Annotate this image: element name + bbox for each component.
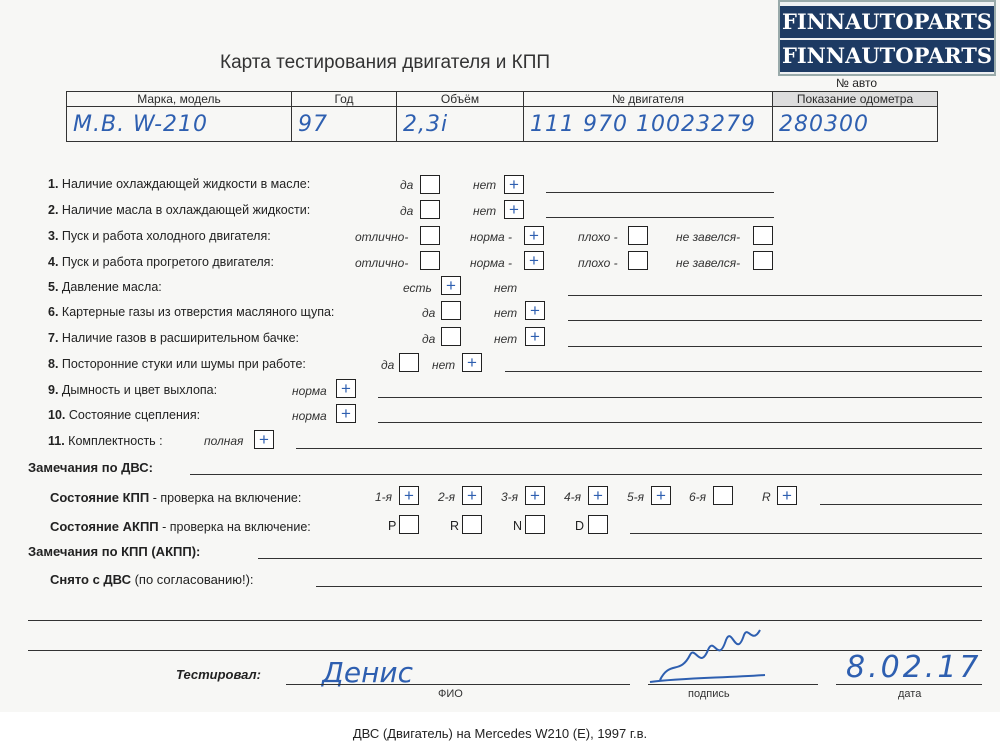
test-date[interactable]: 8.02.17: [846, 650, 982, 685]
kpp-gear-4-label: 4-я: [564, 490, 582, 504]
kpp-gear-6-checkbox[interactable]: [713, 486, 733, 505]
value-year[interactable]: 97: [292, 107, 397, 142]
brand-logo: [778, 0, 996, 76]
image-caption: ДВС (Двигатель) на Mercedes W210 (E), 1997 г.в.: [352, 726, 648, 741]
col-engine-number: № двигателя: [524, 92, 773, 107]
q9-note-line: [378, 397, 982, 398]
q3-opt-bad: плохо -: [578, 230, 618, 244]
q4-excellent-checkbox[interactable]: [420, 251, 440, 270]
kpp-gear-3-checkbox[interactable]: +: [525, 486, 545, 505]
value-model[interactable]: M.B. W-210: [67, 107, 292, 142]
fio-line: [286, 684, 630, 685]
q2-yes-checkbox[interactable]: [420, 200, 440, 219]
q6-note-line: [568, 320, 982, 321]
q11-opt-full: полная: [204, 434, 244, 448]
signature-label: подпись: [688, 688, 730, 700]
blank-line-2[interactable]: [28, 650, 982, 651]
q8-yes-checkbox[interactable]: [399, 353, 419, 372]
remarks-dvs-line[interactable]: [190, 474, 982, 475]
akpp-gear-p-label: P: [388, 519, 397, 533]
q11-full-checkbox[interactable]: +: [254, 430, 274, 449]
q10-normal-checkbox[interactable]: +: [336, 404, 356, 423]
q5-note-line: [568, 295, 982, 296]
value-engine-number[interactable]: 111 970 10023279: [524, 107, 773, 142]
q5-opt-no: нет: [494, 281, 518, 295]
remarks-kpp-line[interactable]: [258, 558, 982, 559]
tester-name[interactable]: Денис: [322, 656, 413, 689]
q7-note-line: [568, 346, 982, 347]
kpp-gear-r-label: R: [762, 490, 771, 504]
tested-by-label: Тестировал:: [176, 667, 261, 682]
kpp-gear-r-checkbox[interactable]: +: [777, 486, 797, 505]
col-odometer: Показание одометра: [773, 92, 938, 107]
question-10: 10. Состояние сцепления:: [48, 408, 201, 422]
q3-opt-normal: норма -: [470, 230, 513, 244]
q3-normal-checkbox[interactable]: +: [524, 226, 544, 245]
kpp-gear-4-checkbox[interactable]: +: [588, 486, 608, 505]
q4-opt-not-started: не завелся-: [676, 256, 741, 270]
q3-not-started-checkbox[interactable]: [753, 226, 773, 245]
question-8: 8. Посторонние стуки или шумы при работе:: [48, 357, 306, 371]
q7-opt-yes: да: [422, 332, 436, 346]
question-6: 6. Картерные газы из отверстия масляного щупа:: [48, 305, 335, 319]
remarks-dvs-label: Замечания по ДВС:: [28, 460, 153, 475]
q7-yes-checkbox[interactable]: [441, 327, 461, 346]
kpp-label: Состояние КПП - проверка на включение:: [50, 490, 302, 505]
akpp-gear-r-label: R: [450, 519, 460, 533]
kpp-note-line: [820, 504, 982, 505]
logo-line-2: FINNAUTOPARTS: [780, 40, 994, 72]
signature-line: [648, 684, 818, 685]
question-7: 7. Наличие газов в расширительном бачке:: [48, 331, 300, 345]
q3-bad-checkbox[interactable]: [628, 226, 648, 245]
kpp-gear-6-label: 6-я: [689, 490, 707, 504]
q2-opt-no: нет: [473, 204, 497, 218]
akpp-note-line: [630, 533, 982, 534]
q3-excellent-checkbox[interactable]: [420, 226, 440, 245]
q2-no-checkbox[interactable]: +: [504, 200, 524, 219]
q10-opt-normal: норма: [292, 409, 327, 423]
q4-opt-excellent: отлично-: [355, 256, 409, 270]
q9-normal-checkbox[interactable]: +: [336, 379, 356, 398]
kpp-gear-5-checkbox[interactable]: +: [651, 486, 671, 505]
vehicle-info-table: [66, 91, 938, 142]
q11-note-line: [296, 448, 982, 449]
q4-bad-checkbox[interactable]: [628, 251, 648, 270]
date-label: дата: [898, 688, 922, 700]
page-title: Карта тестирования двигателя и КПП: [220, 52, 551, 73]
col-volume: Объём: [397, 92, 524, 107]
q6-opt-no: нет: [494, 306, 518, 320]
q8-note-line: [505, 371, 982, 372]
value-volume[interactable]: 2,3i: [397, 107, 524, 142]
value-odometer[interactable]: 280300: [773, 107, 938, 142]
kpp-gear-5-label: 5-я: [627, 490, 645, 504]
q4-opt-bad: плохо -: [578, 256, 618, 270]
question-2: 2. Наличие масла в охлаждающей жидкости:: [48, 203, 311, 217]
col-model: Марка, модель: [67, 92, 292, 107]
q5-yes-checkbox[interactable]: +: [441, 276, 461, 295]
kpp-gear-2-checkbox[interactable]: +: [462, 486, 482, 505]
q1-opt-no: нет: [473, 178, 497, 192]
q4-normal-checkbox[interactable]: +: [524, 251, 544, 270]
q7-no-checkbox[interactable]: +: [525, 327, 545, 346]
q6-opt-yes: да: [422, 306, 436, 320]
q7-opt-no: нет: [494, 332, 518, 346]
q4-opt-normal: норма -: [470, 256, 513, 270]
fio-label: ФИО: [438, 688, 463, 700]
q1-no-checkbox[interactable]: +: [504, 175, 524, 194]
blank-line-1[interactable]: [28, 620, 982, 621]
q6-yes-checkbox[interactable]: [441, 301, 461, 320]
logo-line-1: FINNAUTOPARTS: [780, 6, 994, 38]
akpp-gear-r-checkbox[interactable]: [462, 515, 482, 534]
q6-no-checkbox[interactable]: +: [525, 301, 545, 320]
akpp-gear-n-checkbox[interactable]: [525, 515, 545, 534]
kpp-gear-3-label: 3-я: [501, 490, 519, 504]
question-1: 1. Наличие охлаждающей жидкости в масле:: [48, 177, 311, 191]
kpp-gear-1-checkbox[interactable]: +: [399, 486, 419, 505]
removed-line[interactable]: [316, 586, 982, 587]
remarks-kpp-label: Замечания по КПП (АКПП):: [28, 544, 201, 559]
q1-opt-yes: да: [400, 178, 414, 192]
question-4: 4. Пуск и работа прогретого двигателя:: [48, 255, 274, 269]
q8-opt-no: нет: [432, 358, 456, 372]
q2-note-line: [546, 217, 774, 218]
col-year: Год: [292, 92, 397, 107]
question-3: 3. Пуск и работа холодного двигателя:: [48, 229, 271, 243]
question-5: 5. Давление масла:: [48, 280, 162, 294]
akpp-gear-p-checkbox[interactable]: [399, 515, 419, 534]
akpp-label: Состояние АКПП - проверка на включение:: [50, 519, 311, 534]
q1-note-line: [546, 192, 774, 193]
date-line: [836, 684, 982, 685]
q9-opt-normal: норма: [292, 384, 327, 398]
question-9: 9. Дымность и цвет выхлопа:: [48, 383, 218, 397]
q4-not-started-checkbox[interactable]: [753, 251, 773, 270]
q8-opt-yes: да: [381, 358, 395, 372]
kpp-gear-1-label: 1-я: [375, 490, 393, 504]
question-11: 11. Комплектность :: [48, 434, 163, 448]
avto-number-label: № авто: [836, 76, 878, 90]
q5-opt-yes: есть: [403, 281, 432, 295]
q1-yes-checkbox[interactable]: [420, 175, 440, 194]
akpp-gear-n-label: N: [513, 519, 523, 533]
kpp-gear-2-label: 2-я: [438, 490, 456, 504]
q3-opt-not-started: не завелся-: [676, 230, 741, 244]
q2-opt-yes: да: [400, 204, 414, 218]
removed-from-engine-label: Снято с ДВС (по согласованию!):: [50, 572, 254, 587]
akpp-gear-d-checkbox[interactable]: [588, 515, 608, 534]
q10-note-line: [378, 422, 982, 423]
q3-opt-excellent: отлично-: [355, 230, 409, 244]
akpp-gear-d-label: D: [575, 519, 585, 533]
q8-no-checkbox[interactable]: +: [462, 353, 482, 372]
